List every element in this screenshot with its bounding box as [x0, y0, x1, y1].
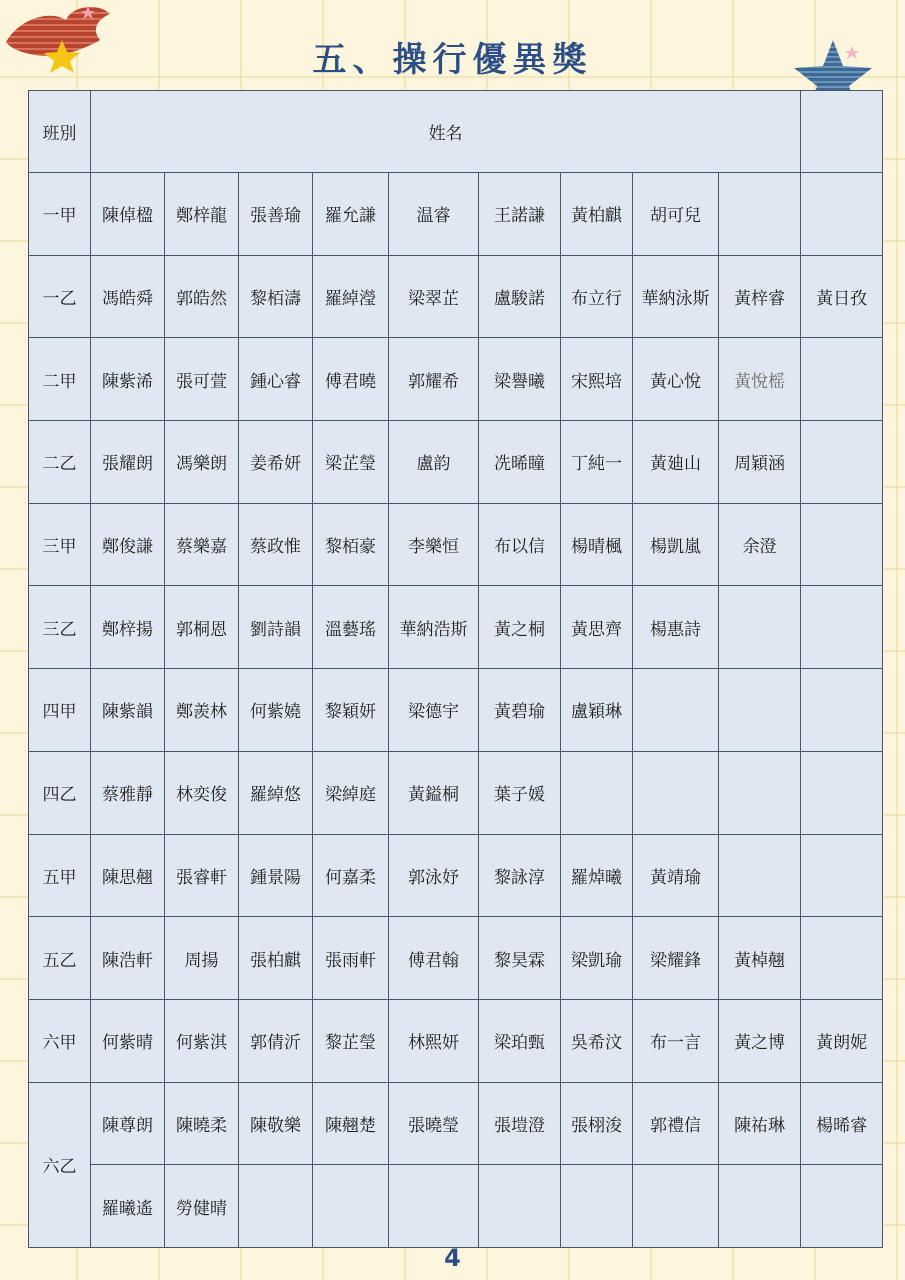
- name-cell: 黃靖瑜: [633, 834, 719, 917]
- table-row: [29, 338, 883, 421]
- name-cell: [801, 586, 883, 669]
- name-cell: 張曉瑩: [389, 1082, 479, 1165]
- name-cell: 蔡樂嘉: [165, 503, 239, 586]
- name-cell: [801, 751, 883, 834]
- class-cell: 三甲: [29, 503, 91, 586]
- name-cell: [479, 1165, 561, 1248]
- name-cell: [239, 1165, 313, 1248]
- name-cell: 黃梓睿: [719, 255, 801, 338]
- name-cell: 布以信: [479, 503, 561, 586]
- name-cell: 溫藝瑤: [313, 586, 389, 669]
- name-cell: 宋熙培: [561, 338, 633, 421]
- name-cell: 黎栢濤: [239, 255, 313, 338]
- name-cell: 梁譽曦: [479, 338, 561, 421]
- name-cell: 温睿: [389, 173, 479, 256]
- name-cell: [633, 669, 719, 752]
- name-cell: [719, 751, 801, 834]
- name-cell: [801, 669, 883, 752]
- name-cell: 黎栢豪: [313, 503, 389, 586]
- name-cell: 李樂恒: [389, 503, 479, 586]
- class-cell: 六甲: [29, 999, 91, 1082]
- name-cell: 盧穎琳: [561, 669, 633, 752]
- name-cell: 陳倬楹: [91, 173, 165, 256]
- name-cell: [801, 834, 883, 917]
- name-cell: 陳敬樂: [239, 1082, 313, 1165]
- name-cell: 布立行: [561, 255, 633, 338]
- name-cell: [801, 1165, 883, 1248]
- name-cell: 余澄: [719, 503, 801, 586]
- table-row: [29, 173, 883, 256]
- name-cell: 黎穎妍: [313, 669, 389, 752]
- name-cell: 冼晞瞳: [479, 421, 561, 504]
- class-cell: 五乙: [29, 917, 91, 1000]
- name-cell: 陳思翹: [91, 834, 165, 917]
- name-cell: 張柏麒: [239, 917, 313, 1000]
- page-title: 五、操行優異獎: [312, 40, 593, 80]
- name-cell: 陳翹楚: [313, 1082, 389, 1165]
- name-cell: 羅綽瀅: [313, 255, 389, 338]
- name-cell: 梁珀甄: [479, 999, 561, 1082]
- name-cell: 羅焯曦: [561, 834, 633, 917]
- name-cell: 楊晴楓: [561, 503, 633, 586]
- name-cell: 楊惠詩: [633, 586, 719, 669]
- name-cell: [719, 586, 801, 669]
- name-cell: 周穎涵: [719, 421, 801, 504]
- name-cell: 布一言: [633, 999, 719, 1082]
- class-header: 班別: [29, 91, 91, 173]
- name-cell: 周揚: [165, 917, 239, 1000]
- name-cell: 黃之桐: [479, 586, 561, 669]
- name-cell: 丁純一: [561, 421, 633, 504]
- name-cell: 黎昊霖: [479, 917, 561, 1000]
- name-cell: 何嘉柔: [313, 834, 389, 917]
- name-cell: 張善瑜: [239, 173, 313, 256]
- name-cell: 梁德宇: [389, 669, 479, 752]
- name-cell: [313, 1165, 389, 1248]
- name-cell: 張塏澄: [479, 1082, 561, 1165]
- name-cell: [719, 834, 801, 917]
- name-cell: 梁凱瑜: [561, 917, 633, 1000]
- class-cell: 二甲: [29, 338, 91, 421]
- name-cell: 黃朗妮: [801, 999, 883, 1082]
- awards-table: [28, 90, 883, 1248]
- name-cell: 林熙妍: [389, 999, 479, 1082]
- name-cell: 華納浩斯: [389, 586, 479, 669]
- name-cell: [801, 503, 883, 586]
- name-cell: 華納泳斯: [633, 255, 719, 338]
- name-cell: 陳紫浠: [91, 338, 165, 421]
- name-cell: [561, 751, 633, 834]
- name-cell: 黎詠淳: [479, 834, 561, 917]
- name-cell: [719, 669, 801, 752]
- name-cell: 林奕俊: [165, 751, 239, 834]
- name-cell: 黃心悅: [633, 338, 719, 421]
- name-cell: 張雨軒: [313, 917, 389, 1000]
- name-cell: 陳祐琳: [719, 1082, 801, 1165]
- class-cell: 四乙: [29, 751, 91, 834]
- name-cell: 郭桐恩: [165, 586, 239, 669]
- name-cell: [561, 1165, 633, 1248]
- name-cell: 胡可兒: [633, 173, 719, 256]
- name-cell: 何紫嬈: [239, 669, 313, 752]
- name-cell: 黃悅榣: [719, 338, 801, 421]
- table-row: [29, 503, 883, 586]
- name-cell: 陳紫韻: [91, 669, 165, 752]
- table-body: [29, 91, 883, 1248]
- class-cell: 一乙: [29, 255, 91, 338]
- name-cell: 楊晞睿: [801, 1082, 883, 1165]
- name-cell: 盧韵: [389, 421, 479, 504]
- name-header: 姓名: [91, 91, 801, 173]
- class-cell: 六乙: [29, 1082, 91, 1247]
- name-cell: 張耀朗: [91, 421, 165, 504]
- name-cell: 張栩浚: [561, 1082, 633, 1165]
- class-cell: 三乙: [29, 586, 91, 669]
- name-cell: 盧駿諾: [479, 255, 561, 338]
- name-cell: 姜希妍: [239, 421, 313, 504]
- name-cell: 勞健晴: [165, 1165, 239, 1248]
- name-cell: 羅綽悠: [239, 751, 313, 834]
- table-row: [29, 421, 883, 504]
- table-header-row: [29, 91, 883, 173]
- name-cell: 傅君曉: [313, 338, 389, 421]
- class-cell: 四甲: [29, 669, 91, 752]
- name-cell: 陳尊朗: [91, 1082, 165, 1165]
- name-cell: 蔡雅靜: [91, 751, 165, 834]
- name-cell: 鍾心睿: [239, 338, 313, 421]
- table-row: [29, 1165, 883, 1248]
- name-cell: 吳希汶: [561, 999, 633, 1082]
- class-cell: 五甲: [29, 834, 91, 917]
- name-cell: 王諾謙: [479, 173, 561, 256]
- name-cell: 劉詩韻: [239, 586, 313, 669]
- name-cell: 黎芷瑩: [313, 999, 389, 1082]
- name-cell: 葉子媛: [479, 751, 561, 834]
- name-cell: 鄭羨林: [165, 669, 239, 752]
- table-row: [29, 917, 883, 1000]
- name-cell: 梁翠芷: [389, 255, 479, 338]
- name-cell: 黃鎰桐: [389, 751, 479, 834]
- name-cell: 郭倩沂: [239, 999, 313, 1082]
- name-cell: 郭禮信: [633, 1082, 719, 1165]
- name-cell: 羅允謙: [313, 173, 389, 256]
- name-cell: 黃碧瑜: [479, 669, 561, 752]
- name-cell: [719, 173, 801, 256]
- name-cell: 黃廸山: [633, 421, 719, 504]
- name-cell: 梁芷瑩: [313, 421, 389, 504]
- name-cell: [801, 421, 883, 504]
- name-cell: 鄭俊謙: [91, 503, 165, 586]
- name-cell: 楊凱嵐: [633, 503, 719, 586]
- name-cell: [801, 338, 883, 421]
- name-cell: 陳曉柔: [165, 1082, 239, 1165]
- name-cell: 張睿軒: [165, 834, 239, 917]
- name-cell: 何紫淇: [165, 999, 239, 1082]
- name-cell: 馮樂朗: [165, 421, 239, 504]
- page-number: 4: [444, 1244, 461, 1272]
- name-cell: 鄭梓揚: [91, 586, 165, 669]
- table-row: [29, 669, 883, 752]
- name-cell: [389, 1165, 479, 1248]
- name-cell: 張可萱: [165, 338, 239, 421]
- name-cell: 黃柏麒: [561, 173, 633, 256]
- name-cell: 馮皓舜: [91, 255, 165, 338]
- name-cell: 黃思齊: [561, 586, 633, 669]
- name-cell: 陳浩軒: [91, 917, 165, 1000]
- table-row: [29, 1082, 883, 1165]
- name-cell: [801, 917, 883, 1000]
- name-cell: [633, 751, 719, 834]
- name-cell: 郭耀希: [389, 338, 479, 421]
- name-cell: 梁耀鋒: [633, 917, 719, 1000]
- name-cell: 鄭梓龍: [165, 173, 239, 256]
- table-row: [29, 834, 883, 917]
- name-cell: 羅曦遙: [91, 1165, 165, 1248]
- name-cell: 梁綽庭: [313, 751, 389, 834]
- class-cell: 一甲: [29, 173, 91, 256]
- name-cell: [633, 1165, 719, 1248]
- name-cell: 蔡政惟: [239, 503, 313, 586]
- name-cell: 黃之博: [719, 999, 801, 1082]
- name-cell: 郭皓然: [165, 255, 239, 338]
- name-cell: 傅君翰: [389, 917, 479, 1000]
- table-row: [29, 999, 883, 1082]
- name-cell: 黃日孜: [801, 255, 883, 338]
- empty-header-cell: [801, 91, 883, 173]
- name-cell: 黃棹翹: [719, 917, 801, 1000]
- name-cell: 鍾景陽: [239, 834, 313, 917]
- class-cell: 二乙: [29, 421, 91, 504]
- name-cell: [719, 1165, 801, 1248]
- table-row: [29, 586, 883, 669]
- name-cell: 何紫晴: [91, 999, 165, 1082]
- name-cell: [801, 173, 883, 256]
- table-row: [29, 751, 883, 834]
- name-cell: 郭泳妤: [389, 834, 479, 917]
- table-row: [29, 255, 883, 338]
